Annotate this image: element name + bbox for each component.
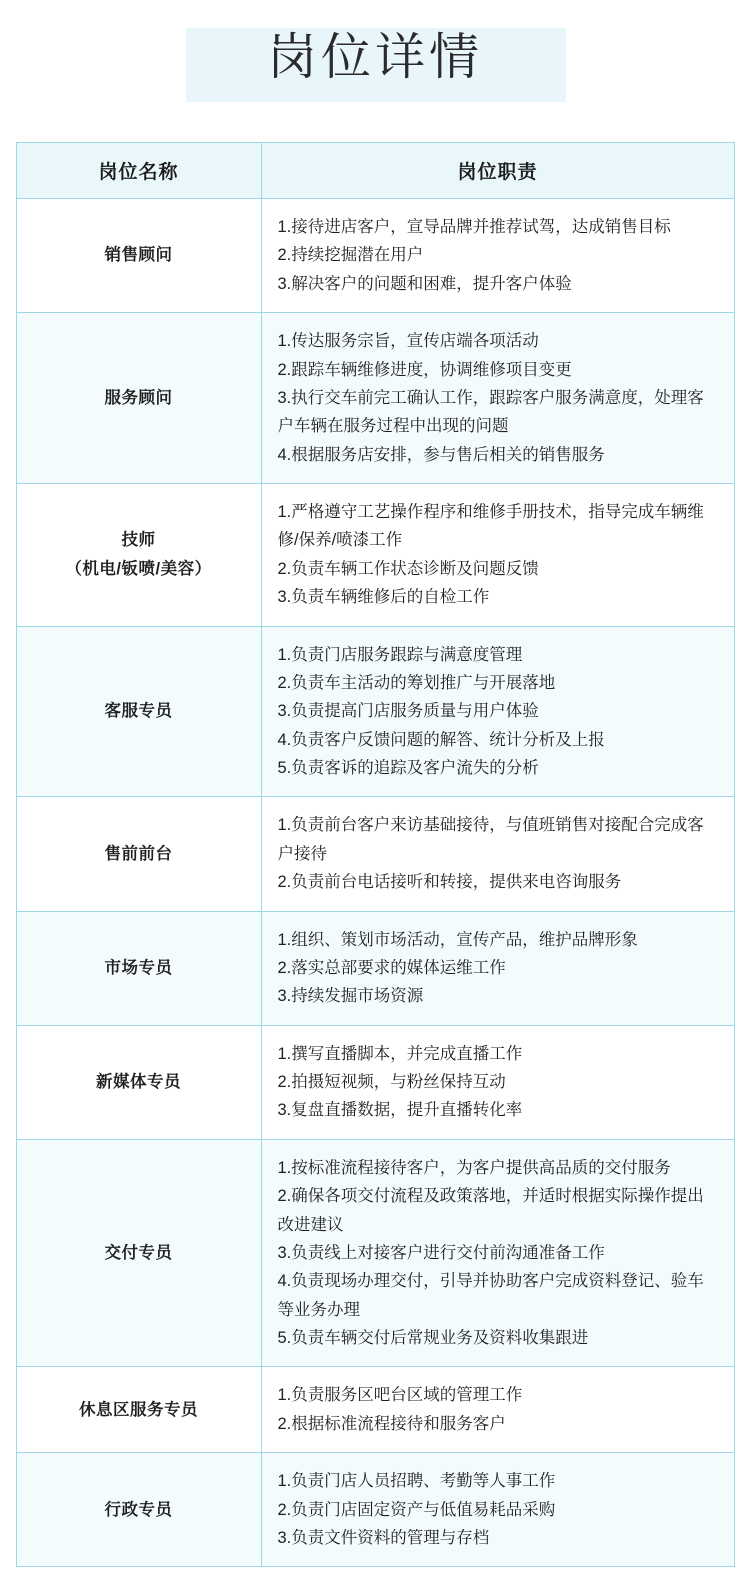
- duty-line: 2.落实总部要求的媒体运维工作: [277, 958, 506, 977]
- duty-line: 1.组织、策划市场活动，宣传产品，维护品牌形象: [277, 930, 638, 949]
- table-row: [16, 1025, 734, 1139]
- cell-duty: [261, 199, 734, 313]
- cell-duty: [261, 626, 734, 797]
- duty-line: 1.按标准流程接待客户，为客户提供高品质的交付服务: [277, 1158, 671, 1177]
- role-line: 新媒体专员: [96, 1073, 181, 1091]
- role-line: （机电/钣喷/美容）: [65, 559, 212, 578]
- duty-line: 3.负责线上对接客户进行交付前沟通准备工作: [277, 1243, 605, 1262]
- cell-role: [16, 313, 261, 484]
- cell-role: [16, 1025, 261, 1139]
- duty-line: 3.负责文件资料的管理与存档: [277, 1528, 490, 1547]
- duty-line: 2.根据标准流程接待和服务客户: [277, 1414, 506, 1433]
- page-title: 岗位详情: [267, 29, 483, 85]
- duty-line: 5.负责车辆交付后常规业务及资料收集跟进: [277, 1329, 589, 1347]
- cell-duty: [261, 797, 734, 911]
- table-row: [16, 797, 734, 911]
- role-line: 市场专员: [104, 958, 173, 977]
- duty-line: 2.负责车主活动的筹划推广与开展落地: [277, 673, 556, 692]
- duty-line: 1.负责服务区吧台区域的管理工作: [277, 1386, 523, 1405]
- duty-line: 1.负责门店服务跟踪与满意度管理: [277, 645, 523, 664]
- duty-line: 3.负责车辆维修后的自检工作: [277, 588, 490, 607]
- role-line: 休息区服务专员: [79, 1400, 198, 1419]
- cell-duty: [261, 1453, 734, 1567]
- duty-line: 3.持续发掘市场资源: [277, 987, 424, 1006]
- duty-line: 2.负责前台电话接听和转接，提供来电咨询服务: [277, 873, 622, 892]
- cell-duty: [261, 1025, 734, 1139]
- duty-line: 1.负责前台客户来访基础接待，与值班销售对接配合完成客户接待: [277, 816, 704, 863]
- table-header: [16, 143, 734, 199]
- duty-line: 3.执行交车前完工确认工作，跟踪客户服务满意度，处理客户车辆在服务过程中出现的问题: [277, 388, 704, 436]
- duty-line: 5.负责客诉的追踪及客户流失的分析: [277, 759, 539, 777]
- cell-role: [16, 911, 261, 1025]
- duty-line: 2.跟踪车辆维修进度，协调维修项目变更: [277, 360, 572, 379]
- duty-line: 4.根据服务店安排，参与售后相关的销售服务: [277, 445, 605, 464]
- duty-line: 4.负责客户反馈问题的解答、统计分析及上报: [277, 730, 605, 749]
- duty-line: 1.严格遵守工艺操作程序和维修手册技术，指导完成车辆维修/保养/喷漆工作: [277, 503, 704, 550]
- cell-role: [16, 626, 261, 797]
- table-row: [16, 626, 734, 797]
- duty-line: 2.负责门店固定资产与低值易耗品采购: [277, 1500, 556, 1519]
- duty-line: 2.确保各项交付流程及政策落地，并适时根据实际操作提出改进建议: [277, 1187, 704, 1234]
- cell-duty: [261, 911, 734, 1025]
- column-header-role: 岗位名称: [16, 143, 261, 199]
- table-row: [16, 313, 734, 484]
- duty-line: 1.撰写直播脚本，并完成直播工作: [277, 1044, 523, 1063]
- duty-line: 3.复盘直播数据，提升直播转化率: [277, 1101, 523, 1120]
- table-row: [16, 199, 734, 313]
- cell-duty: [261, 1367, 734, 1453]
- cell-duty: [261, 484, 734, 627]
- cell-role: [16, 484, 261, 627]
- job-detail-table: [16, 142, 735, 1567]
- column-header-duty: 岗位职责: [261, 143, 734, 199]
- table-header-row: [16, 143, 734, 199]
- duty-line: 1.负责门店人员招聘、考勤等人事工作: [277, 1472, 556, 1491]
- table-row: [16, 1453, 734, 1567]
- cell-role: [16, 199, 261, 313]
- role-line: 行政专员: [104, 1500, 173, 1519]
- role-line: 售前前台: [104, 844, 173, 863]
- cell-role: [16, 1139, 261, 1367]
- role-line: 销售顾问: [104, 246, 173, 265]
- page-header: [0, 0, 750, 118]
- duty-line: 3.解决客户的问题和困难，提升客户体验: [277, 274, 572, 293]
- duty-line: 3.负责提高门店服务质量与用户体验: [277, 702, 539, 721]
- cell-duty: [261, 1139, 734, 1367]
- table-row: [16, 911, 734, 1025]
- table-row: [16, 1139, 734, 1367]
- cell-role: [16, 1367, 261, 1453]
- cell-role: [16, 1453, 261, 1567]
- duty-line: 2.拍摄短视频，与粉丝保持互动: [277, 1073, 506, 1091]
- table-row: [16, 484, 734, 627]
- duty-line: 2.负责车辆工作状态诊断及问题反馈: [277, 559, 539, 578]
- table-body: [16, 199, 734, 1567]
- role-line: 技师: [121, 531, 156, 550]
- cell-role: [16, 797, 261, 911]
- cell-duty: [261, 313, 734, 484]
- duty-line: 1.接待进店客户，宣导品牌并推荐试驾，达成销售目标: [277, 218, 671, 236]
- role-line: 服务顾问: [104, 388, 173, 407]
- duty-line: 1.传达服务宗旨，宣传店端各项活动: [277, 332, 539, 351]
- role-line: 客服专员: [104, 702, 173, 721]
- table-row: [16, 1367, 734, 1453]
- duty-line: 4.负责现场办理交付，引导并协助客户完成资料登记、验车等业务办理: [277, 1272, 704, 1319]
- duty-line: 2.持续挖掘潜在用户: [277, 246, 424, 265]
- role-line: 交付专员: [104, 1243, 173, 1262]
